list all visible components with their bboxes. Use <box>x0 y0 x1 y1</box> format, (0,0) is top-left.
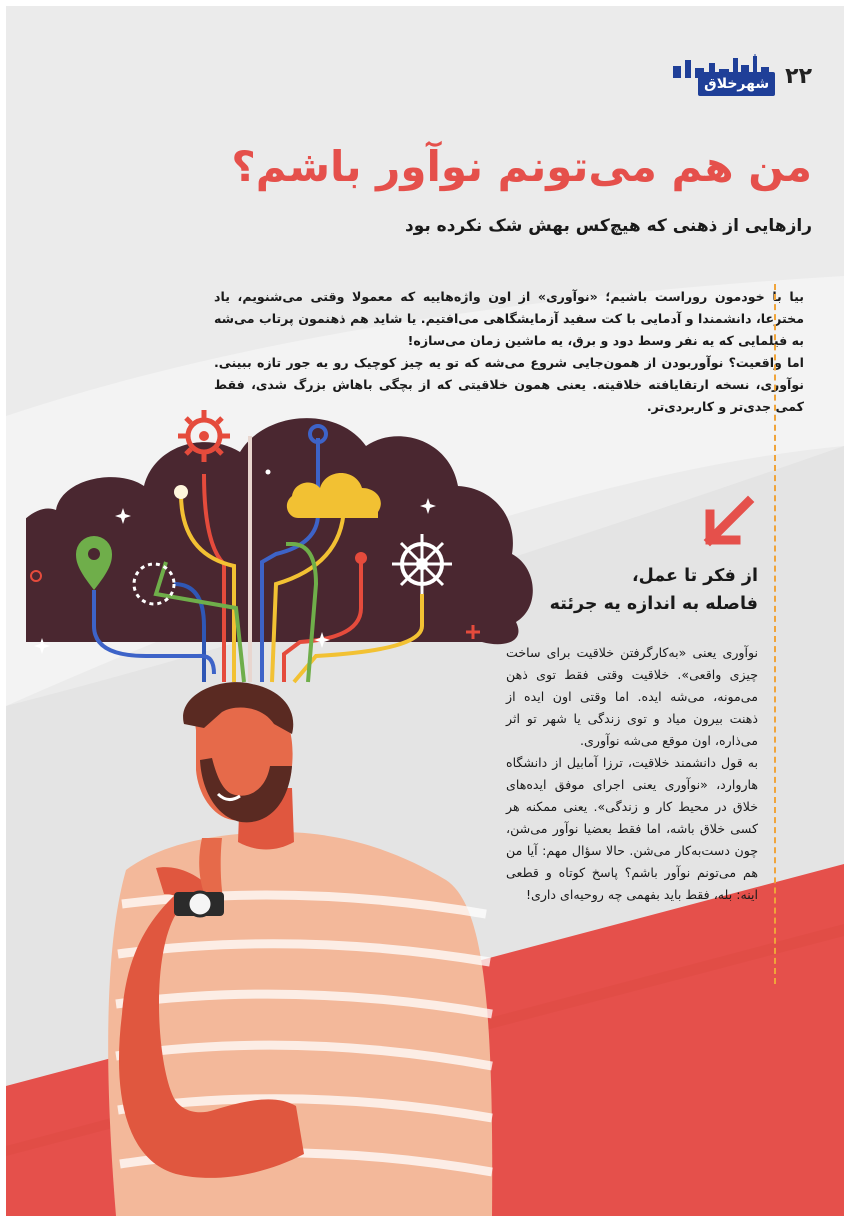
page-header <box>655 54 812 98</box>
dashed-divider <box>774 284 776 984</box>
article-subtitle: رازهایی از ذهنی که هیچ‌کس بهش شک نکرده بود <box>405 216 812 236</box>
thinking-man-illustration <box>26 394 546 1216</box>
section-body <box>506 642 758 906</box>
body-paragraph: نوآوری یعنی «به‌کارگرفتن خلاقیت برای ساخت چیزی واقعی». خلاقیت وقتی فقط توی ذهن می‌مونه، می‌شه ایده. اما وقتی اون ایده از ذهنت بیرون میاد و توی زندگی یا شهر تو اثر می‌ذاره، اون موقع می‌شه نوآوری. <box>506 645 758 748</box>
ship-wheel-icon <box>392 534 452 594</box>
section-title-line: فاصله به اندازه یه جرئته <box>549 594 758 614</box>
section-title <box>498 562 758 618</box>
arrow-down-left-icon <box>696 494 756 554</box>
intro-paragraph: بیا با خودمون روراست باشیم؛ «نوآوری» از اون واژه‌هاییه که معمولا وقتی می‌شنویم، یاد مخترعا، دانشمندا و آدمایی با کت سفید آزمایشگاهی می‌افتیم. یا شاید هم ذهنمون پرتاب می‌شه به فیلمایی که یه نفر وسط دود و برق، یه ماشین زمان می‌سازه! <box>214 289 804 348</box>
body-paragraph: به قول دانشمند خلاقیت، ترزا آمابیل از دانشگاه هاروارد، «نوآوری یعنی اجرای موفق ایده‌های خلاق در محیط کار و زندگی». یعنی ممکنه هر کسی خلاق باشه، اما فقط بعضیا نوآور می‌شن، چون دست‌به‌کار می‌شن. حالا سؤال مهم: آیا من هم می‌تونم نوآور باشم؟ پاسخ کوتاه و قطعی اینه: بله، فقط باید بفهمی چه روحیه‌ای داری! <box>506 755 758 902</box>
magazine-page <box>6 6 844 1216</box>
idea-cloud <box>26 418 533 644</box>
article-title: من هم می‌تونم نوآور باشم؟ <box>231 142 812 191</box>
logo-text: شهرخلاق <box>698 72 775 96</box>
page-number: ۲۲ <box>785 63 812 89</box>
intro-paragraph: اما واقعیت؟ نوآوربودن از همون‌جایی شروع می‌شه که تو یه چیز کوچیک رو یه جور تازه ببینی. نوآوری، نسخه ارتقایافته خلاقیته. یعنی همون خلاقیتی که از بچگی باهاش بزرگ شدی، فقط کمی جدی‌تر و کاربردی‌تر. <box>214 355 804 414</box>
magazine-logo <box>655 54 775 98</box>
section-title-line: از فکر تا عمل، <box>632 566 758 586</box>
